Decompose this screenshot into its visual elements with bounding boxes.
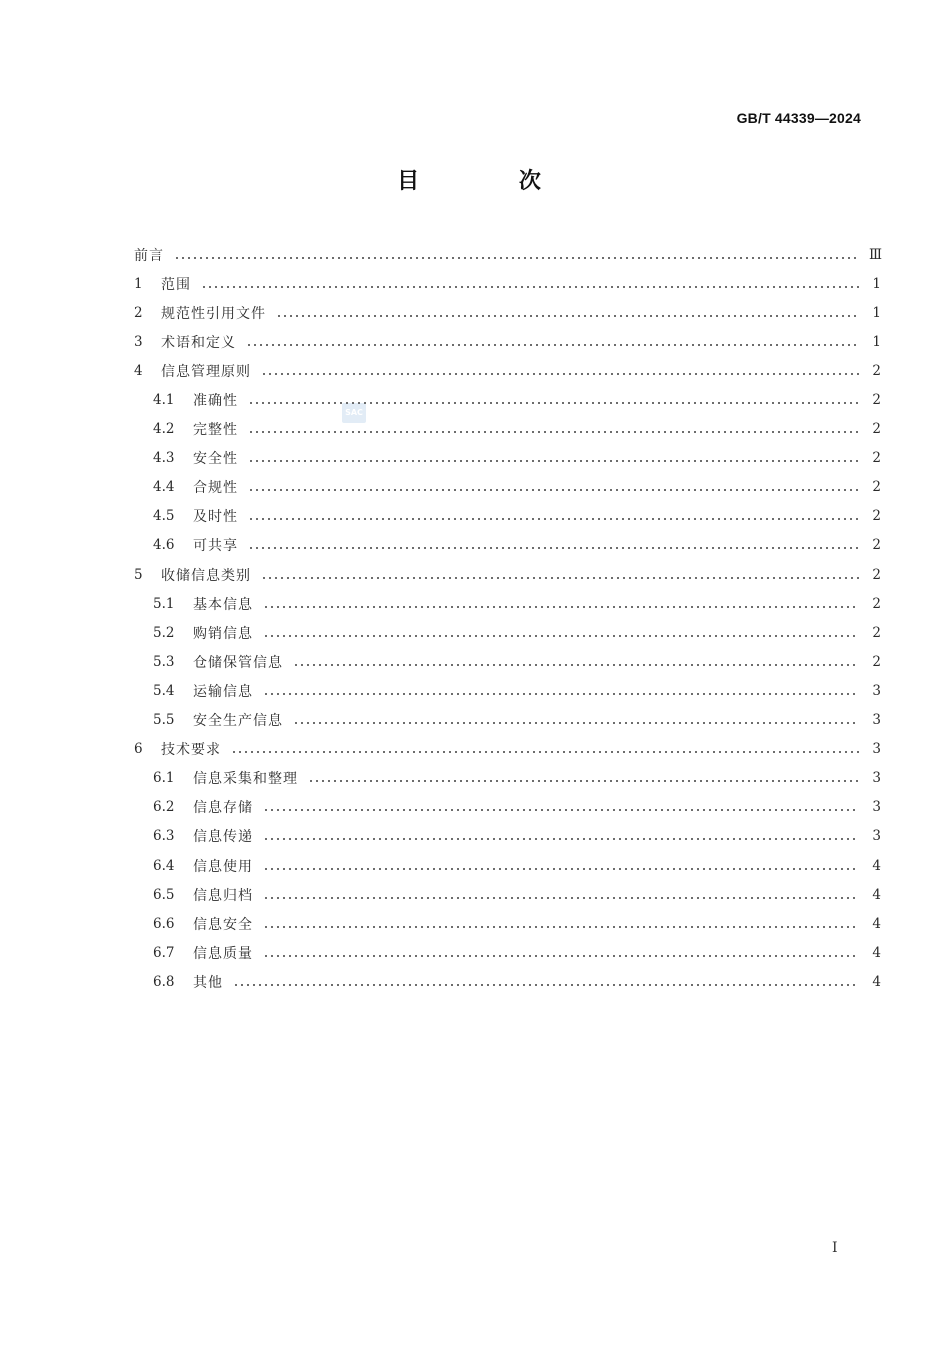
toc-entry[interactable]	[134, 560, 881, 589]
toc-entry-page: 1	[872, 275, 881, 292]
toc-entry-number: 4.3	[153, 450, 175, 467]
toc-entry-title: 收储信息类别	[161, 567, 251, 584]
toc-entry[interactable]	[134, 444, 881, 473]
toc-entry-page: 3	[872, 828, 881, 845]
toc-entry-page: 2	[872, 653, 881, 670]
toc-entry-page: 4	[872, 973, 881, 990]
toc-entry[interactable]	[134, 851, 881, 880]
toc-entry[interactable]	[134, 676, 881, 705]
toc-dot-leader	[263, 926, 859, 928]
toc-entry-number: 2	[134, 304, 143, 321]
toc-entry-page: Ⅲ	[869, 246, 883, 263]
toc-dot-leader	[201, 286, 859, 288]
toc-entry-title: 信息质量	[193, 945, 253, 962]
toc-entry-page: 3	[872, 770, 881, 787]
toc-entry-page: 1	[872, 333, 881, 350]
toc-entry-title: 信息管理原则	[161, 363, 251, 380]
toc-entry-page: 3	[872, 741, 881, 758]
toc-entry-title: 安全生产信息	[193, 713, 283, 730]
toc-dot-leader	[263, 897, 859, 899]
toc-entry-page: 3	[872, 712, 881, 729]
toc-entry-page: 2	[872, 595, 881, 612]
toc-entry-page: 2	[872, 537, 881, 554]
toc-entry[interactable]	[134, 735, 881, 764]
toc-entry-title: 信息传递	[193, 829, 253, 846]
toc-entry-title: 仓储保管信息	[193, 654, 283, 671]
toc-entry[interactable]	[134, 764, 881, 793]
toc-entry-number: 6.3	[153, 828, 175, 845]
toc-entry-number: 6.2	[153, 799, 175, 816]
toc-entry-title: 其他	[193, 974, 223, 991]
toc-dot-leader	[248, 402, 859, 404]
toc-entry-page: 4	[872, 915, 881, 932]
toc-entry-page: 2	[872, 566, 881, 583]
toc-dot-leader	[276, 315, 859, 317]
toc-entry-title: 信息安全	[193, 916, 253, 933]
toc-entry[interactable]	[134, 967, 881, 996]
toc-entry-number: 4.4	[153, 479, 175, 496]
toc-entry-title: 规范性引用文件	[161, 305, 266, 322]
toc-entry-number: 4.5	[153, 508, 175, 525]
toc-entry-number: 6	[134, 741, 143, 758]
toc-entry-page: 4	[872, 857, 881, 874]
toc-entry-number: 3	[134, 333, 143, 350]
toc-entry[interactable]	[134, 880, 881, 909]
toc-entry-page: 2	[872, 392, 881, 409]
toc-dot-leader	[174, 257, 859, 259]
toc-entry-title: 信息归档	[193, 887, 253, 904]
watermark-logo: SAC	[342, 403, 366, 423]
toc-entry-page: 2	[872, 624, 881, 641]
toc-dot-leader	[248, 518, 859, 520]
toc-dot-leader	[293, 664, 859, 666]
toc-entry-page: 3	[872, 799, 881, 816]
toc-entry[interactable]	[134, 589, 881, 618]
toc-entry[interactable]	[134, 909, 881, 938]
toc-entry[interactable]	[134, 618, 881, 647]
toc-dot-leader	[261, 373, 859, 375]
toc-dot-leader	[263, 635, 859, 637]
toc-entry-title: 购销信息	[193, 625, 253, 642]
toc-entry-title: 术语和定义	[161, 334, 236, 351]
toc-entry-number: 1	[134, 275, 143, 292]
toc-entry-number: 6.8	[153, 973, 175, 990]
toc-dot-leader	[246, 344, 859, 346]
toc-entry-page: 4	[872, 886, 881, 903]
toc-entry[interactable]	[134, 502, 881, 531]
toc-entry-title: 信息使用	[193, 858, 253, 875]
toc-entry[interactable]	[134, 415, 881, 444]
toc-entry-number: 5.1	[153, 595, 175, 612]
toc-entry-page: 2	[872, 479, 881, 496]
toc-entry-title: 安全性	[193, 451, 238, 468]
toc-entry[interactable]	[134, 298, 881, 327]
toc-entry-number: 6.1	[153, 770, 175, 787]
toc-dot-leader	[231, 751, 859, 753]
toc-entry-title: 合规性	[193, 480, 238, 497]
page-title: 目 次	[397, 169, 587, 194]
toc-entry-page: 2	[872, 450, 881, 467]
toc-dot-leader	[263, 693, 859, 695]
toc-entry-number: 4	[134, 362, 143, 379]
toc-entry-title: 完整性	[193, 422, 238, 439]
toc-dot-leader	[293, 722, 859, 724]
toc-dot-leader	[248, 547, 859, 549]
toc-entry-title: 信息采集和整理	[193, 771, 298, 788]
toc-entry-title: 可共享	[193, 538, 238, 555]
toc-entry[interactable]	[134, 269, 881, 298]
toc-entry-number: 5.2	[153, 624, 175, 641]
toc-dot-leader	[261, 577, 859, 579]
toc-entry-title: 运输信息	[193, 683, 253, 700]
standard-code: GB/T 44339—2024	[736, 110, 861, 126]
toc-dot-leader	[248, 431, 859, 433]
toc-entry-title: 准确性	[193, 393, 238, 410]
toc-dot-leader	[263, 955, 859, 957]
toc-entry-title: 技术要求	[161, 742, 221, 759]
toc-entry-title: 前言	[134, 247, 164, 264]
toc-entry-title: 及时性	[193, 509, 238, 526]
toc-entry[interactable]	[134, 473, 881, 502]
toc-entry-number: 5	[134, 566, 143, 583]
toc-entry-page: 1	[872, 304, 881, 321]
toc-entry[interactable]	[134, 240, 881, 269]
toc-entry-title: 信息存储	[193, 800, 253, 817]
toc-entry[interactable]	[134, 793, 881, 822]
toc-entry-number: 5.5	[153, 712, 175, 729]
toc-entry[interactable]	[134, 356, 881, 385]
toc-dot-leader	[233, 984, 859, 986]
toc-entry-number: 6.4	[153, 857, 175, 874]
toc-entry-number: 5.4	[153, 682, 175, 699]
toc-entry-number: 5.3	[153, 653, 175, 670]
toc-dot-leader	[308, 780, 859, 782]
toc-dot-leader	[263, 868, 859, 870]
toc-entry-page: 2	[872, 421, 881, 438]
toc-entry[interactable]	[134, 385, 881, 414]
toc-entry-page: 3	[872, 682, 881, 699]
table-of-contents	[134, 240, 881, 996]
toc-entry-page: 2	[872, 508, 881, 525]
toc-dot-leader	[263, 809, 859, 811]
toc-entry-title: 范围	[161, 276, 191, 293]
toc-entry[interactable]	[134, 822, 881, 851]
toc-entry[interactable]	[134, 327, 881, 356]
toc-dot-leader	[248, 460, 859, 462]
toc-dot-leader	[263, 606, 859, 608]
page-number: I	[832, 1240, 838, 1256]
toc-entry-page: 2	[872, 362, 881, 379]
toc-entry[interactable]	[134, 531, 881, 560]
toc-entry-number: 6.6	[153, 915, 175, 932]
toc-entry-number: 4.2	[153, 421, 175, 438]
toc-entry-number: 4.6	[153, 537, 175, 554]
toc-dot-leader	[263, 838, 859, 840]
toc-entry-number: 6.5	[153, 886, 175, 903]
toc-entry-page: 4	[872, 944, 881, 961]
toc-dot-leader	[248, 489, 859, 491]
toc-entry[interactable]	[134, 647, 881, 676]
toc-entry-number: 4.1	[153, 392, 175, 409]
toc-entry-title: 基本信息	[193, 596, 253, 613]
toc-entry[interactable]	[134, 938, 881, 967]
toc-entry[interactable]	[134, 706, 881, 735]
toc-entry-number: 6.7	[153, 944, 175, 961]
